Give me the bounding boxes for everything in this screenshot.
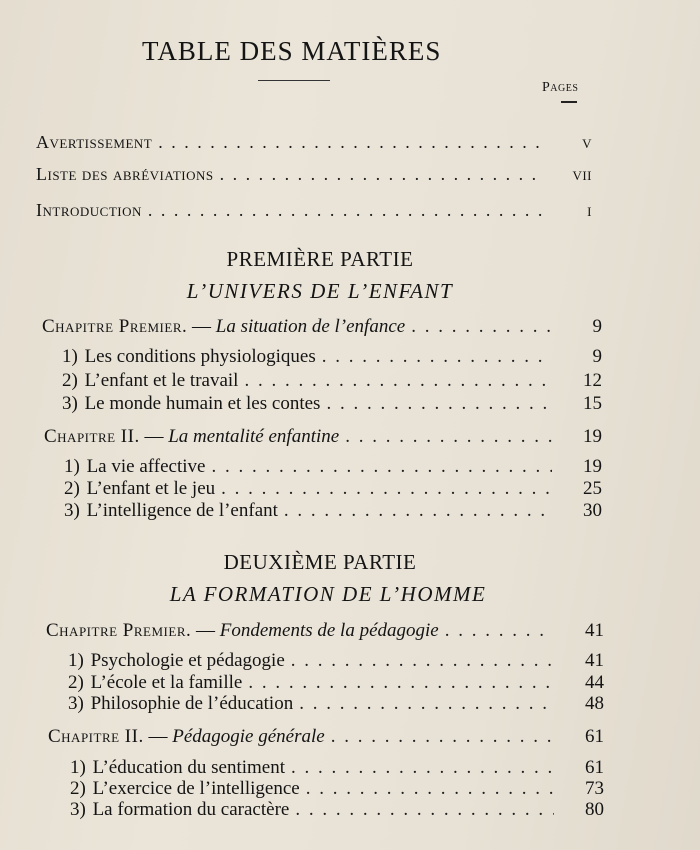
- part-subtitle: LA FORMATION DE L’HOMME: [169, 582, 487, 606]
- chapter-name: Pédagogie générale: [172, 726, 325, 747]
- leader-dots: [326, 393, 552, 415]
- section-label: La formation du caractère: [92, 799, 290, 820]
- section-page: 30: [583, 500, 602, 521]
- section-label: La vie affective: [86, 456, 206, 477]
- leader-dots: [295, 799, 554, 821]
- toc-section[interactable]: [62, 346, 602, 368]
- toc-section[interactable]: [68, 693, 604, 715]
- title-underline: [258, 80, 330, 81]
- chapter-page: 9: [592, 316, 602, 337]
- chapter-prefix: Chapitre II.: [48, 726, 144, 747]
- toc-entry-abreviations[interactable]: [36, 164, 592, 185]
- leader-dots: [220, 164, 542, 185]
- section-number: 1): [62, 346, 78, 367]
- section-page: 12: [583, 370, 602, 391]
- toc-section[interactable]: [62, 393, 602, 415]
- section-label: L’enfant et le jeu: [86, 478, 216, 499]
- chapter-page: 19: [583, 426, 602, 447]
- leader-dots: [411, 316, 552, 338]
- toc-chapter[interactable]: [44, 426, 602, 448]
- toc-chapter[interactable]: [42, 316, 602, 338]
- section-label: L’enfant et le travail: [84, 370, 239, 391]
- toc-entry-introduction[interactable]: [36, 200, 592, 221]
- part-title: PREMIÈRE PARTIE: [226, 247, 414, 271]
- chapter-dash: —: [192, 316, 211, 337]
- section-page: 61: [585, 757, 604, 778]
- toc-chapter[interactable]: [48, 726, 604, 748]
- entry-label: Avertissement: [36, 132, 153, 152]
- section-page: 73: [585, 778, 604, 799]
- leader-dots: [306, 778, 554, 800]
- section-number: 2): [70, 778, 86, 799]
- leader-dots: [284, 500, 552, 522]
- chapter-dash: —: [144, 426, 164, 447]
- part-subtitle: L’UNIVERS DE L’ENFANT: [186, 279, 454, 303]
- section-number: 1): [70, 757, 86, 778]
- entry-page: vii: [572, 164, 592, 184]
- section-number: 3): [64, 500, 80, 521]
- section-number: 3): [70, 799, 86, 820]
- leader-dots: [148, 200, 542, 221]
- toc-entry-avertissement[interactable]: [36, 132, 592, 153]
- chapter-prefix: Chapitre Premier.: [46, 620, 192, 641]
- chapter-dash: —: [148, 726, 168, 747]
- section-label: L’exercice de l’intelligence: [92, 778, 300, 799]
- leader-dots: [158, 132, 542, 153]
- leader-dots: [291, 757, 554, 779]
- chapter-name: La mentalité enfantine: [168, 426, 340, 447]
- section-number: 1): [64, 456, 80, 477]
- section-page: 9: [592, 346, 602, 367]
- chapter-page: 61: [585, 726, 604, 747]
- toc-section[interactable]: [64, 500, 602, 522]
- section-page: 48: [585, 693, 604, 714]
- toc-section[interactable]: [68, 672, 604, 694]
- part-title: DEUXIÈME PARTIE: [223, 550, 417, 574]
- toc-section[interactable]: [68, 650, 604, 672]
- chapter-prefix: Chapitre II.: [44, 426, 140, 447]
- section-number: 2): [62, 370, 78, 391]
- leader-dots: [211, 456, 552, 478]
- section-label: Psychologie et pédagogie: [90, 650, 285, 671]
- pages-header-dash: [561, 101, 577, 103]
- leader-dots: [322, 346, 552, 368]
- chapter-dash: —: [196, 620, 215, 641]
- section-number: 3): [68, 693, 84, 714]
- section-label: L’école et la famille: [90, 672, 243, 693]
- chapter-page: 41: [585, 620, 604, 641]
- section-label: Les conditions physiologiques: [84, 346, 316, 367]
- leader-dots: [299, 693, 554, 715]
- toc-section[interactable]: [64, 478, 602, 500]
- entry-page: i: [587, 200, 592, 220]
- section-page: 41: [585, 650, 604, 671]
- toc-section[interactable]: [70, 757, 604, 779]
- section-page: 80: [585, 799, 604, 820]
- section-page: 15: [583, 393, 602, 414]
- entry-label: Introduction: [36, 200, 142, 220]
- section-label: Philosophie de l’éducation: [90, 693, 294, 714]
- section-number: 2): [68, 672, 84, 693]
- toc-section[interactable]: [64, 456, 602, 478]
- section-number: 2): [64, 478, 80, 499]
- leader-dots: [345, 426, 552, 448]
- pages-column-header: Pages: [542, 80, 579, 95]
- section-label: Le monde humain et les contes: [84, 393, 321, 414]
- toc-section[interactable]: [62, 370, 602, 392]
- leader-dots: [445, 620, 554, 642]
- leader-dots: [244, 370, 552, 392]
- toc-chapter[interactable]: [46, 620, 604, 642]
- toc-section[interactable]: [70, 799, 604, 821]
- toc-section[interactable]: [70, 778, 604, 800]
- chapter-prefix: Chapitre Premier.: [42, 316, 188, 337]
- entry-label: Liste des abréviations: [36, 164, 214, 184]
- leader-dots: [291, 650, 554, 672]
- section-page: 25: [583, 478, 602, 499]
- section-number: 3): [62, 393, 78, 414]
- section-label: L’éducation du sentiment: [92, 757, 285, 778]
- leader-dots: [331, 726, 554, 748]
- entry-page: v: [582, 132, 592, 152]
- section-page: 44: [585, 672, 604, 693]
- section-label: L’intelligence de l’enfant: [86, 500, 278, 521]
- leader-dots: [221, 478, 552, 500]
- chapter-name: Fondements de la pédagogie: [219, 620, 439, 641]
- leader-dots: [248, 672, 554, 694]
- section-number: 1): [68, 650, 84, 671]
- page-title: TABLE DES MATIÈRES: [142, 36, 442, 66]
- chapter-name: La situation de l’enfance: [215, 316, 406, 337]
- section-page: 19: [583, 456, 602, 477]
